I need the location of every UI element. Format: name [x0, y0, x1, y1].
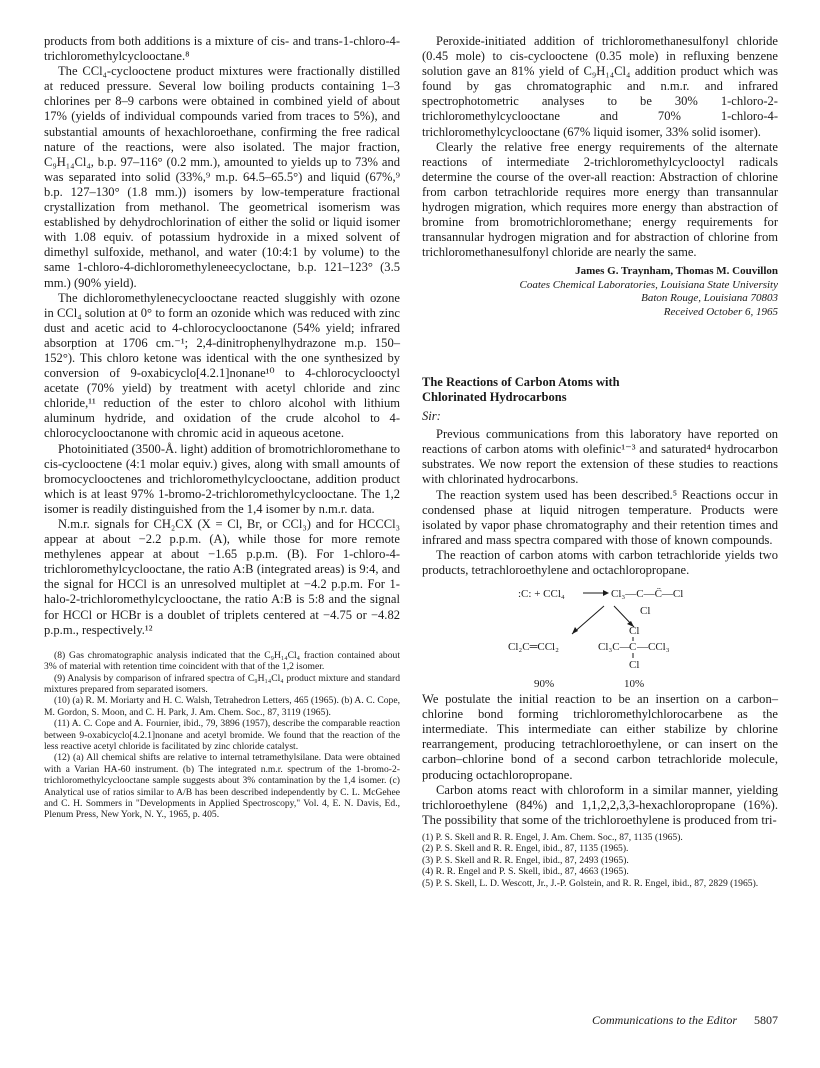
footnotes — [44, 650, 400, 821]
body-paragraph: The CCl₄-cyclooctene product mixtures were fractionally distilled at reduced pressure. Several low boiling products containing 1–3 chlorines per 8–9 carbons were obtained in combined yield of about 17% (yields of individual compounds varied from traces to 5%), and substantial amounts of hexachloroethane, confirming the free radical nature of the reactions, were also isolated. The major fraction, C₉H₁₄Cl₄, b.p. 97–116° (0.2 mm.), amounted to yields up to 73% and was separated into solid (33%,⁹ m.p. 64.5–65.5°) and liquid (67%,⁹ b.p. 127–130° (1.8 mm.)) isomers by low-temperature fractional crystallization from methanol. The geometrical isomerism was established by dehydrochlorination of either the solid or liquid isomer with 1.08 equiv. of potassium hydroxide in a mixed solvent of dimethyl sulfoxide, methanol, and water (10:4:1 by volume) to the same 1-chloro-4-dichloromethyleneecycloctane, b.p. 121–123° (3.5 mm.) (90% yield). — [44, 64, 400, 290]
scheme-product-2-bottom: Cl — [629, 659, 640, 672]
reference: (4) R. R. Engel and P. S. Skell, ibid., 87, 4663 (1965). — [422, 866, 629, 878]
author-signature — [422, 265, 778, 319]
body-paragraph: The reaction system used has been described.⁵ Reactions occur in condensed phase at liquid nitrogen temperature. Products were isolated by vapor phase chromatography and their retention times and infrared and mass spectra compared with those of known compounds. — [422, 487, 778, 547]
yield-product-1: 90% — [534, 678, 555, 691]
body-paragraph: Previous communications from this laboratory have reported on reactions of carbon atoms with olefinic¹⁻³ and saturated⁴ hydrocarbon substrates. We now report the extension of these studies to reactions with chlorinated hydrocarbons. — [422, 427, 778, 487]
article-title-line: Chlorinated Hydrocarbons — [422, 390, 567, 405]
received-date: Received October 6, 1965 — [663, 305, 778, 318]
branch-arrowhead-left — [572, 627, 578, 634]
reference: (1) P. S. Skell and R. R. Engel, J. Am. Chem. Soc., 87, 1135 (1965). — [422, 831, 683, 843]
author-affiliation: Coates Chemical Laboratories, Louisiana State University — [519, 278, 778, 291]
page-number: 5807 — [754, 1013, 778, 1027]
article-title — [422, 375, 778, 405]
author-names: James G. Traynham, Thomas M. Couvillon — [575, 265, 778, 278]
body-paragraph: Photoinitiated (3500-Å. light) addition of bromotrichloromethane to cis-cyclooctene (4:1 molar equiv.) gives, along with small amounts of bromocyclooctenes and trichloromethylcyclooctane, addition product which is at least 97% 1-bromo-2-trichloromethylcyclooctane. The 1,2 isomer is readily distinguished from the 1,4 isomer by n.m.r. data. — [44, 441, 400, 516]
footnote: (9) Analysis by comparison of infrared spectra of C₉H₁₄Cl₄ product mixture and standard mixtures prepared from separated isomers. — [44, 672, 400, 695]
reference: (3) P. S. Skell and R. R. Engel, ibid., 87, 2493 (1965). — [422, 854, 629, 866]
reaction-arrowhead — [603, 590, 609, 596]
author-city: Baton Rouge, Louisiana 70803 — [641, 292, 778, 305]
footnote: (10) (a) R. M. Moriarty and H. C. Walsh, Tetrahedron Letters, 465 (1965). (b) A. C. Cope, M. Gordon, S. Moon, and C. H. Park, J. Am. Chem. Soc., 87, 3119 (1965). — [44, 695, 400, 718]
reference: (5) P. S. Skell, L. D. Wescott, Jr., J.-P. Golstein, and R. R. Engel, ibid., 87, 2829 (1965). — [422, 877, 759, 889]
yield-product-2: 10% — [624, 678, 645, 691]
scheme-cl-label: Cl — [640, 605, 651, 618]
references — [422, 832, 778, 889]
body-paragraph: products from both additions is a mixture of cis- and trans-1-chloro-4-trichloromethylcyclooctane.⁸ — [44, 34, 400, 64]
body-paragraph: The reaction of carbon atoms with carbon tetrachloride yields two products, tetrachloroethylene and octachloropropane. — [422, 547, 778, 577]
scheme-product-2-mid: C — [629, 641, 637, 654]
footnote: (11) A. C. Cope and A. Fournier, ibid., 79, 3896 (1957), describe the comparable reaction between 9-oxabicyclo[4.2.1]nonane and acetyl bromide. We found that the reaction of the less reactive acetyl chloride is facilitated by zinc chloride catalyst. — [44, 718, 400, 752]
scheme-product-2-left: Cl₃C— — [598, 641, 631, 654]
body-paragraph: N.m.r. signals for CH₂CX (X = Cl, Br, or CCl₃) and for HCCCl₃ appear at about −2.2 p.p.m. (A), while those for more remote methylenes appear at about −1.65 p.p.m. (B). For 1-chloro-4-trichloromethylcyclooctane, the ratio A:B (integrated areas) is 9:4, and the signal for HCCl is an unresolved multiplet at −4.2 p.p.m. For 1-halo-2-trichloromethylcyclooctane, the ratio A:B is 5:8 and the signal for HCCl or HCBr is a doublet of triplets centered at −4.75 or −4.82 p.p.m., respectively.¹² — [44, 517, 400, 637]
reaction-scheme — [422, 584, 778, 692]
footnote: (8) Gas chromatographic analysis indicated that the C₉H₁₄Cl₄ fraction contained about 3% of material with retention time coincident with that of the 1,2 isomer. — [44, 649, 400, 673]
body-paragraph: Carbon atoms react with chloroform in a similar manner, yielding trichloroethylene (84%) and 1,1,2,2,3,3-hexachloropropane (16%). The possibility that some of the trichloroethylene is produced from tri- — [422, 782, 778, 827]
scheme-product-2-right: —CCl₃ — [637, 641, 670, 654]
body-paragraph: We postulate the initial reaction to be an insertion on a carbon–chlorine bond forming trichloromethylchlorocarbene as the intermediate. This intermediate can either stabilize by chlorine rearrangement, producing tetrachloroethylene, or can insert on the carbon–chlorine bond of a second carbon tetrachloride molecule, producing octachloropropane. — [422, 692, 778, 782]
right-column — [422, 34, 778, 889]
scheme-product-2-top: Cl — [629, 625, 640, 638]
body-paragraph: The dichloromethylenecyclooctane reacted sluggishly with ozone in CCl₄ solution at 0° to form an ozonide which was reduced with zinc dust and acetic acid to 4-chlorocyclooctanone (54% yield; infrared absorption at 1706 cm.⁻¹; 2,4-dinitrophenylhydrazone m.p. 150–152°). This chloro ketone was identical with the one synthesized by conversion of 9-oxabicyclo[4.2.1]nonane¹⁰ to 4-chlorocyclooctyl acetate (70% yield) by treatment with acetyl chloride and zinc chloride,¹¹ reduction of the ester to chloro alcohol with lithium aluminum hydride, and oxidation of the crude alcohol to 4-chlorocyclooctanone with chromic acid in aqueous acetone. — [44, 290, 400, 441]
body-paragraph: Peroxide-initiated addition of trichloromethanesulfonyl chloride (0.45 mole) to cis-cyclooctene (0.35 mole) in refluxing benzene solution gave an 81% yield of C₉H₁₄Cl₄ addition product which was found by gas chromatographic and n.m.r. and infrared spectrophotometric analyses to be 30% 1-chloro-2-trichloromethylcyclooctane and 70% 1-chloro-4-trichloromethylcyclooctane (67% liquid isomer, 33% solid isomer). — [422, 34, 778, 139]
journal-section: Communications to the Editor — [592, 1013, 737, 1027]
article-title-line: The Reactions of Carbon Atoms with — [422, 375, 620, 390]
body-paragraph: Clearly the relative free energy requirements of the alternate reactions of intermediate 2-trichloromethylcyclooctyl radicals determine the course of the over-all reaction: Abstraction of chlorine from carbon tetrachloride requires more energy than transannular hydrogen migration, which requires more energy than abstraction of bromine from bromotrichloromethane; energy requirements for transannular hydrogen migration and for abstraction of chlorine from trichloromethanesulfonyl chloride are nearly the same. — [422, 139, 778, 260]
reference: (2) P. S. Skell and R. R. Engel, ibid., 87, 1135 (1965). — [422, 843, 629, 855]
scheme-intermediate: Cl₃—C—C̈—Cl — [611, 588, 684, 601]
scheme-reactant: :C: + CCl₄ — [518, 588, 565, 601]
salutation: Sir: — [422, 409, 441, 424]
scheme-product-1: Cl₂C═CCl₂ — [508, 641, 559, 654]
footnote: (12) (a) All chemical shifts are relative to internal tetramethylsilane. Data were obtained with a Varian HA-60 instrument. (b) The integrated n.m.r. spectrum of the 1-bromo-2-trichloromethylcyclooctane sample suggests about 3% contamination by the 1,4 isomer. (c) Analytical use of ratios similar to A/B has been described independently by C. L. McGehee and C. H. Sommers in "Developments in Applied Spectroscopy," Vol. 4, E. N. Davis, Ed., Plenum Press, New York, N. Y., 1965, p. 405. — [44, 752, 400, 821]
page-footer — [422, 1013, 778, 1028]
left-column — [44, 34, 400, 821]
